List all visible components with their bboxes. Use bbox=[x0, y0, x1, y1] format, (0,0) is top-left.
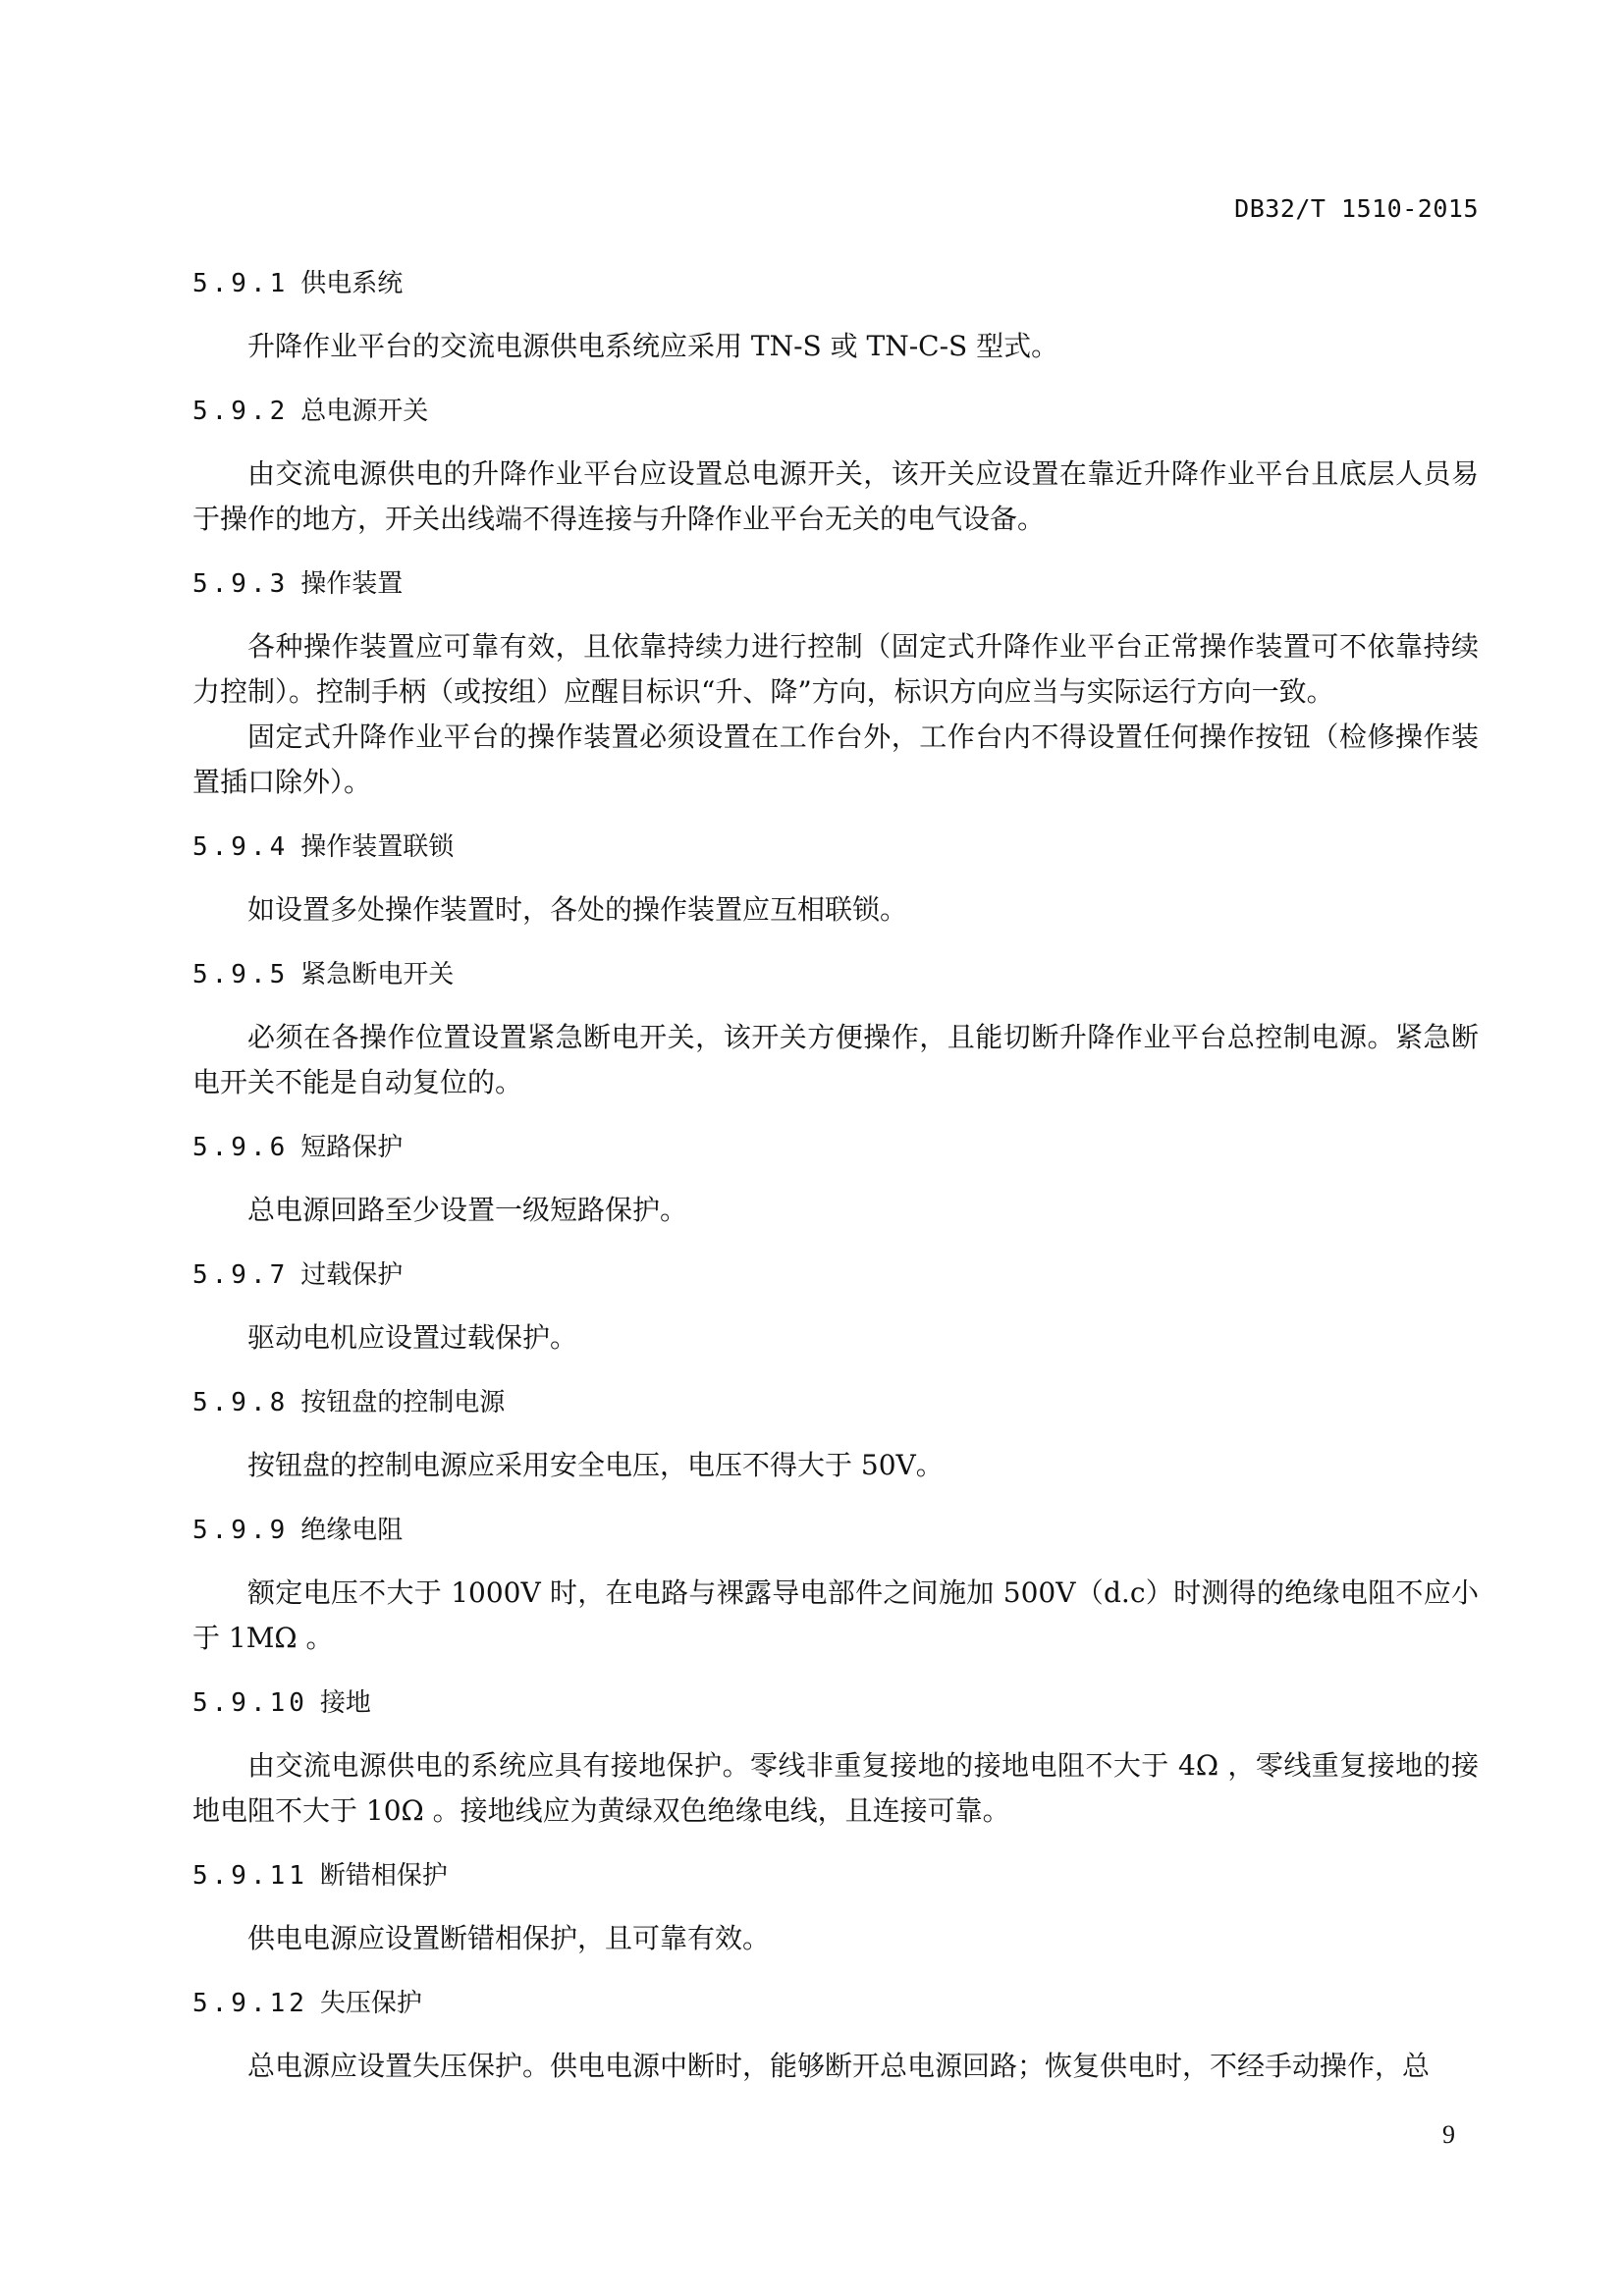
paragraph: 驱动电机应设置过载保护。 bbox=[247, 1321, 578, 1354]
section-5-9-11 bbox=[192, 1855, 1479, 1961]
section-title: 短路保护 bbox=[300, 1133, 404, 1162]
section-heading bbox=[192, 563, 1479, 605]
section-title: 接地 bbox=[319, 1688, 371, 1718]
section-5-9-2 bbox=[192, 391, 1479, 542]
section-heading bbox=[192, 1255, 1479, 1296]
section-title: 操作装置联锁 bbox=[300, 832, 455, 862]
section-5-9-12 bbox=[192, 1983, 1479, 2089]
page-number: 9 bbox=[1442, 2120, 1455, 2149]
section-title: 按钮盘的控制电源 bbox=[300, 1388, 506, 1417]
section-title: 总电源开关 bbox=[300, 397, 429, 426]
section-title: 过载保护 bbox=[300, 1260, 404, 1290]
section-title: 操作装置 bbox=[300, 569, 404, 599]
section-heading bbox=[192, 1682, 1479, 1724]
section-heading bbox=[192, 954, 1479, 995]
section-number: 5.9.2 bbox=[192, 397, 290, 426]
paragraph: 总电源回路至少设置一级短路保护。 bbox=[247, 1194, 688, 1226]
paragraph: 如设置多处操作装置时，各处的操作装置应互相联锁。 bbox=[247, 893, 908, 926]
section-number: 5.9.8 bbox=[192, 1388, 290, 1417]
section-heading bbox=[192, 1983, 1479, 2024]
document-body bbox=[192, 263, 1479, 2089]
section-5-9-1 bbox=[192, 263, 1479, 369]
section-5-9-5 bbox=[192, 954, 1479, 1105]
section-title: 供电系统 bbox=[300, 269, 404, 298]
section-number: 5.9.6 bbox=[192, 1133, 290, 1162]
section-title: 断错相保护 bbox=[319, 1861, 448, 1891]
section-title: 紧急断电开关 bbox=[300, 960, 455, 989]
section-number: 5.9.9 bbox=[192, 1516, 290, 1545]
section-number: 5.9.4 bbox=[192, 832, 290, 862]
section-heading bbox=[192, 827, 1479, 868]
section-number: 5.9.1 bbox=[192, 269, 290, 298]
paragraph: 按钮盘的控制电源应采用安全电压，电压不得大于 50V。 bbox=[247, 1449, 944, 1481]
section-number: 5.9.10 bbox=[192, 1688, 308, 1718]
section-5-9-3 bbox=[192, 563, 1479, 805]
paragraph: 总电源应设置失压保护。供电电源中断时，能够断开总电源回路；恢复供电时，不经手动操作，总 bbox=[247, 2050, 1431, 2082]
section-5-9-7 bbox=[192, 1255, 1479, 1361]
section-heading bbox=[192, 1382, 1479, 1423]
section-number: 5.9.11 bbox=[192, 1861, 308, 1891]
section-5-9-6 bbox=[192, 1127, 1479, 1233]
section-heading bbox=[192, 1510, 1479, 1551]
section-heading bbox=[192, 263, 1479, 304]
paragraph: 各种操作装置应可靠有效，且依靠持续力进行控制（固定式升降作业平台正常操作装置可不依靠持续力控制）。控制手柄（或按组）应醒目标识“升、降”方向，标识方向应当与实际运行方向一致。 bbox=[192, 630, 1479, 708]
section-5-9-4 bbox=[192, 827, 1479, 933]
paragraph: 由交流电源供电的升降作业平台应设置总电源开关，该开关应设置在靠近升降作业平台且底层人员易于操作的地方，开关出线端不得连接与升降作业平台无关的电气设备。 bbox=[192, 457, 1479, 535]
section-5-9-9 bbox=[192, 1510, 1479, 1661]
section-title: 失压保护 bbox=[319, 1989, 422, 2018]
section-title: 绝缘电阻 bbox=[300, 1516, 404, 1545]
document-code: DB32/T 1510-2015 bbox=[1234, 194, 1479, 223]
paragraph: 由交流电源供电的系统应具有接地保护。零线非重复接地的接地电阻不大于 4Ω ，零线重复接地的接地电阻不大于 10Ω 。接地线应为黄绿双色绝缘电线，且连接可靠。 bbox=[192, 1749, 1479, 1827]
paragraph: 升降作业平台的交流电源供电系统应采用 TN-S 或 TN-C-S 型式。 bbox=[247, 330, 1059, 362]
section-number: 5.9.7 bbox=[192, 1260, 290, 1290]
section-5-9-8 bbox=[192, 1382, 1479, 1488]
section-number: 5.9.12 bbox=[192, 1989, 308, 2018]
section-5-9-10 bbox=[192, 1682, 1479, 1834]
paragraph: 必须在各操作位置设置紧急断电开关，该开关方便操作，且能切断升降作业平台总控制电源。紧急断电开关不能是自动复位的。 bbox=[192, 1021, 1479, 1098]
paragraph: 额定电压不大于 1000V 时，在电路与裸露导电部件之间施加 500V（d.c）时测得的绝缘电阻不应小于 1MΩ 。 bbox=[192, 1576, 1479, 1654]
paragraph: 供电电源应设置断错相保护，且可靠有效。 bbox=[247, 1922, 771, 1954]
section-heading bbox=[192, 391, 1479, 432]
paragraph: 固定式升降作业平台的操作装置必须设置在工作台外，工作台内不得设置任何操作按钮（检修操作装置插口除外）。 bbox=[192, 721, 1479, 798]
section-heading bbox=[192, 1855, 1479, 1896]
section-number: 5.9.3 bbox=[192, 569, 290, 599]
section-heading bbox=[192, 1127, 1479, 1168]
section-number: 5.9.5 bbox=[192, 960, 290, 989]
